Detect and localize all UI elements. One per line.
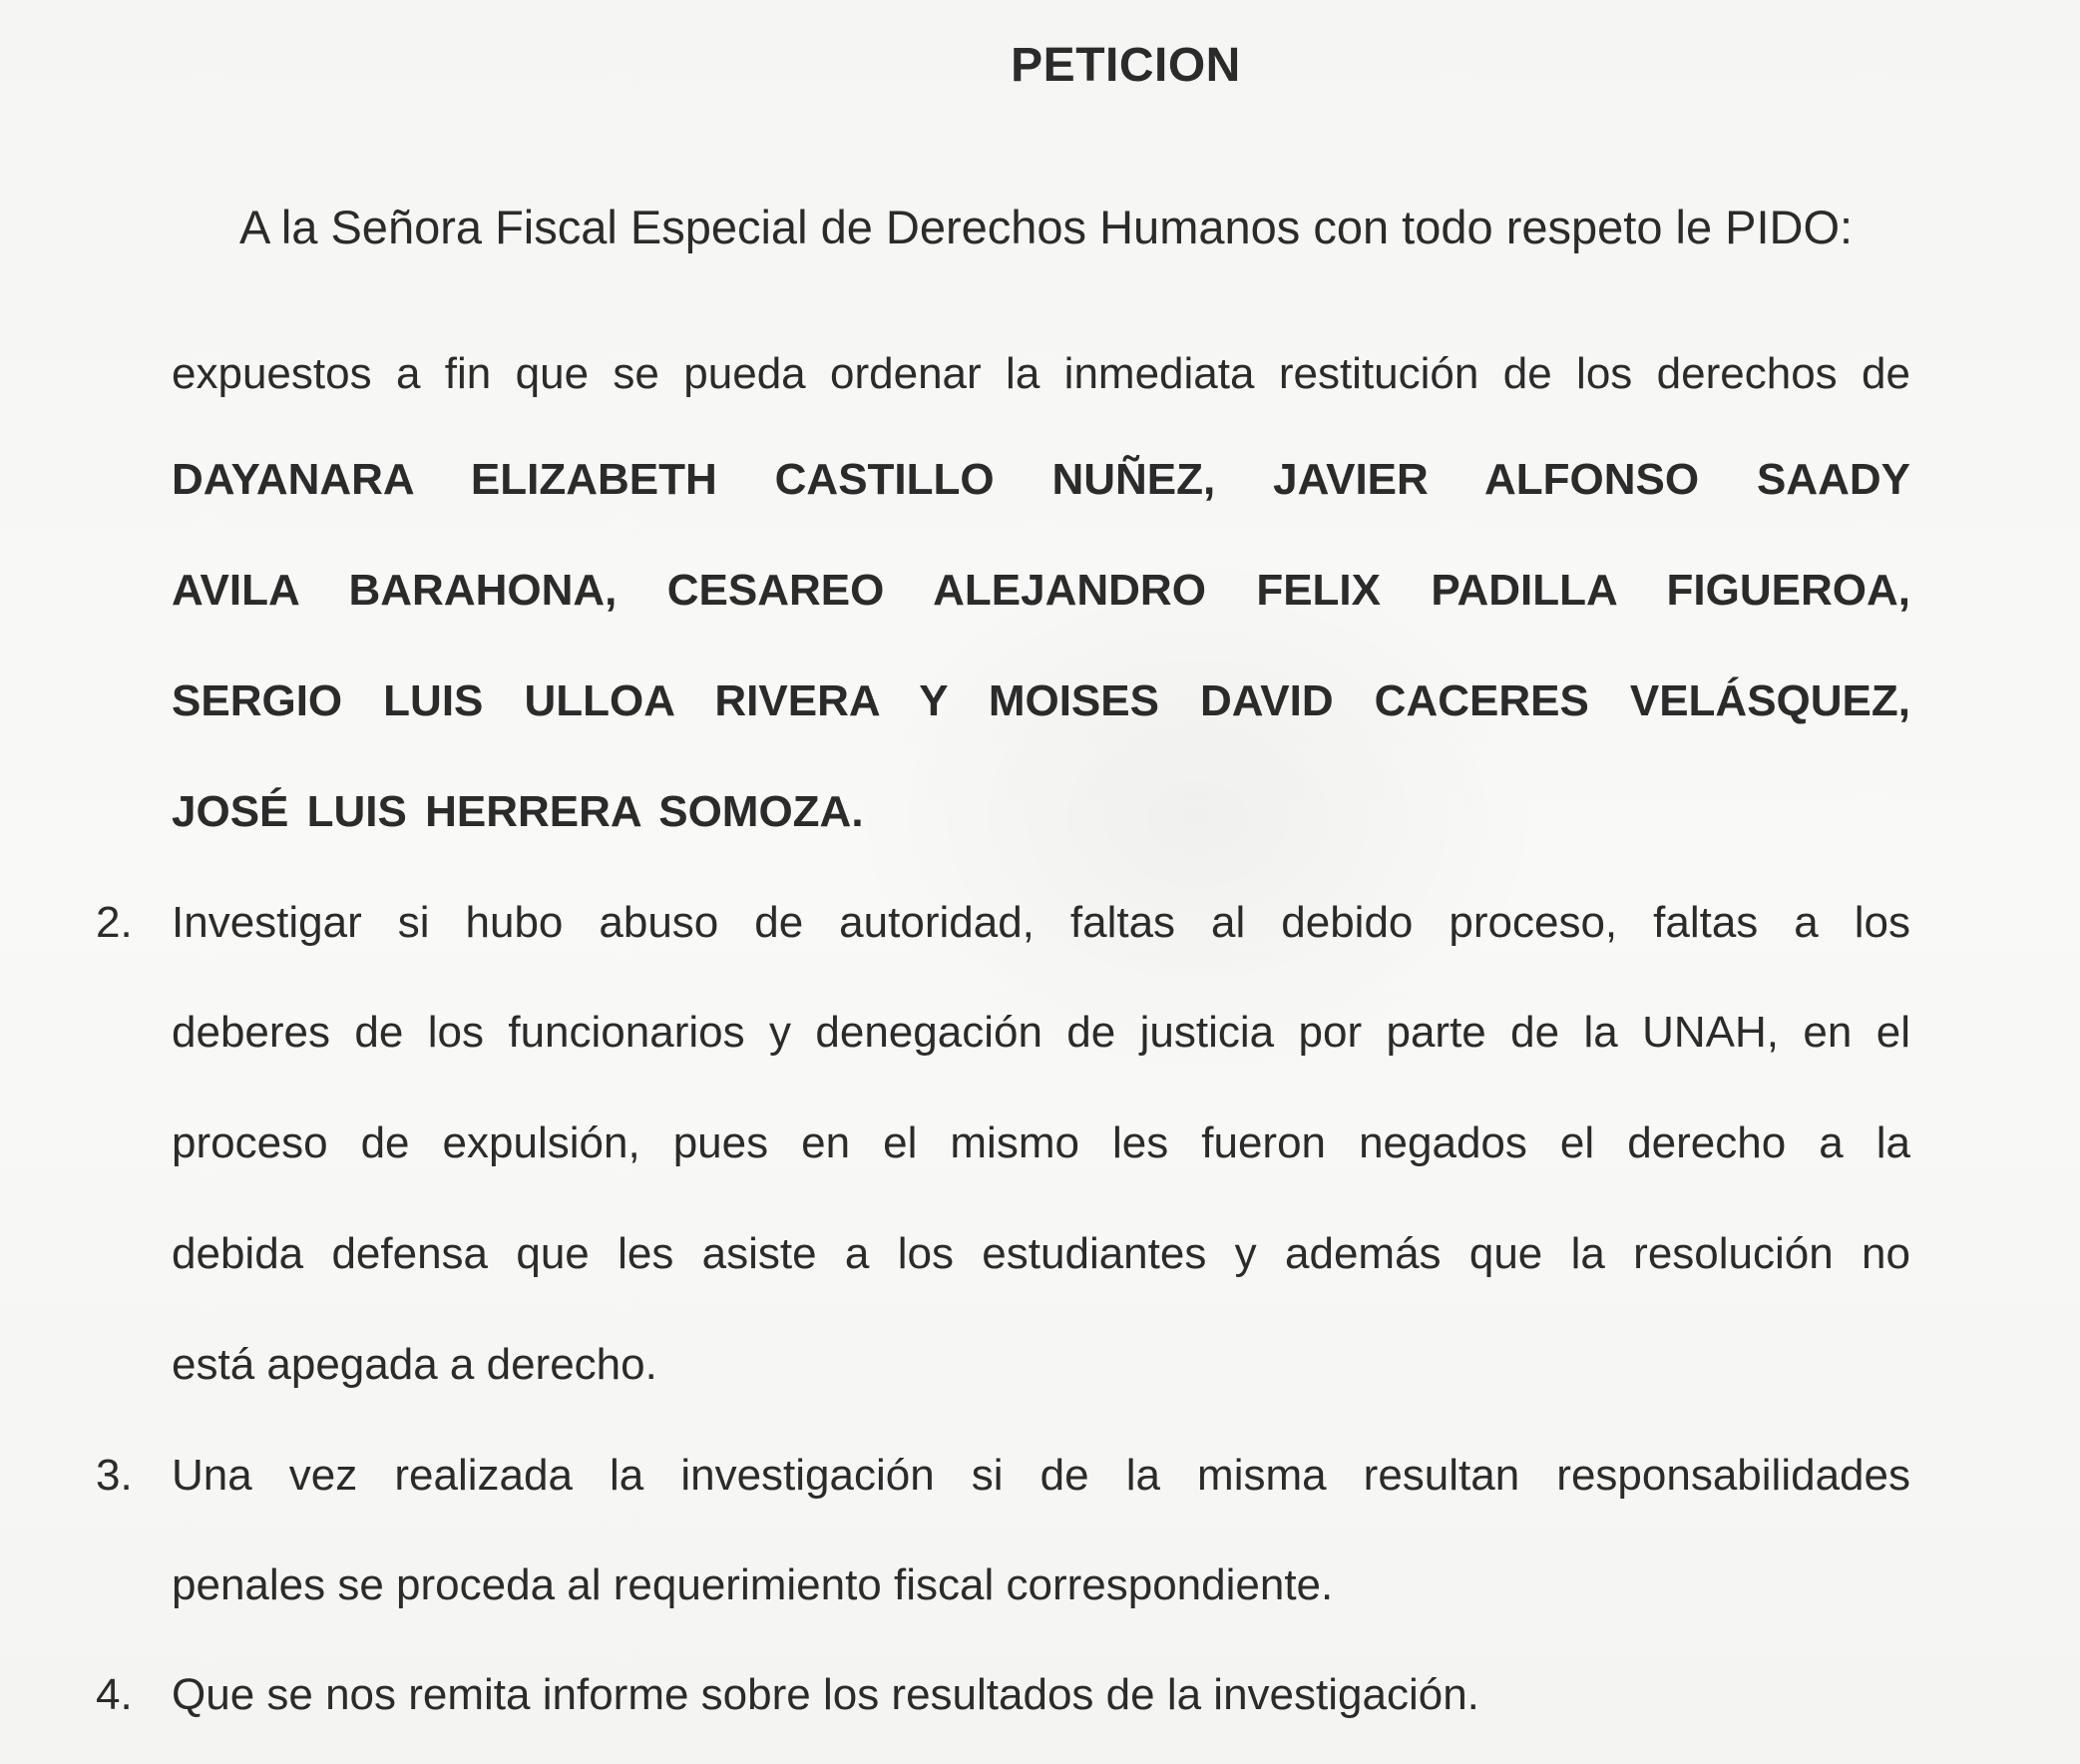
paragraph-line: expuestos a fin que se pueda ordenar la inmediata restitución de los derechos de: [172, 349, 1910, 398]
item-line: Una vez realizada la investigación si de la misma resultan responsabilidades: [172, 1451, 1910, 1500]
names-line: SERGIO LUIS ULLOA RIVERA Y MOISES DAVID CACERES VELÁSQUEZ,: [172, 676, 1910, 725]
item-line: penales se proceda al requerimiento fiscal correspondiente.: [172, 1560, 1334, 1609]
names-line: JOSÉ LUIS HERRERA SOMOZA.: [172, 787, 864, 836]
item-line: proceso de expulsión, pues en el mismo les fueron negados el derecho a la: [172, 1118, 1910, 1167]
item-number: 2.: [96, 898, 133, 947]
item-line: Que se nos remita informe sobre los resultados de la investigación.: [172, 1670, 1479, 1719]
item-number: 3.: [96, 1451, 133, 1500]
item-line: Investigar si hubo abuso de autoridad, faltas al debido proceso, faltas a los: [172, 898, 1910, 947]
names-line: DAYANARA ELIZABETH CASTILLO NUÑEZ, JAVIER ALFONSO SAADY: [172, 455, 1910, 504]
item-line: está apegada a derecho.: [172, 1340, 657, 1389]
item-line: debida defensa que les asiste a los estudiantes y además que la resolución no: [172, 1229, 1910, 1278]
item-line: deberes de los funcionarios y denegación de justicia por parte de la UNAH, en el: [172, 1008, 1910, 1057]
intro-paragraph: A la Señora Fiscal Especial de Derechos Humanos con todo respeto le PIDO:: [239, 201, 1854, 253]
names-line: AVILA BARAHONA, CESAREO ALEJANDRO FELIX PADILLA FIGUEROA,: [172, 566, 1910, 615]
document-heading: PETICION: [1011, 39, 1241, 92]
item-number: 4.: [96, 1670, 133, 1719]
